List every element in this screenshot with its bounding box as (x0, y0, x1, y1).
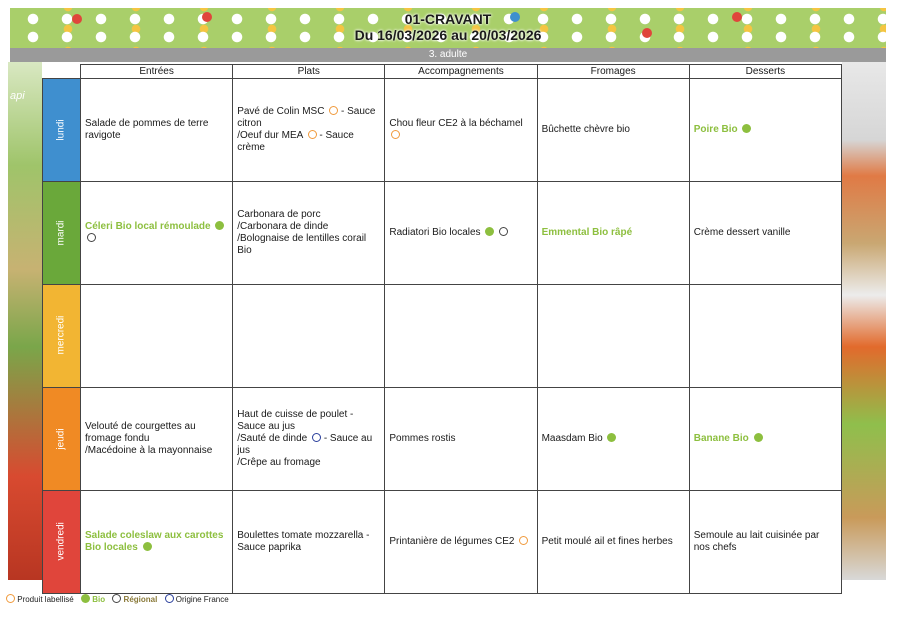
label-icon (519, 536, 528, 545)
dish-text: /Sauté de dinde (237, 433, 308, 444)
bio-icon (754, 433, 763, 442)
cell-mercredi-desserts (689, 285, 841, 388)
france-origin-icon (312, 433, 321, 442)
day-label-vendredi (43, 491, 81, 594)
dish-text: Haut de cuisse de poulet - Sauce au jus (237, 409, 354, 432)
cell-mercredi-fromages (537, 285, 689, 388)
corner-cell (43, 65, 81, 79)
cell-mercredi-plats (233, 285, 385, 388)
label-icon (329, 106, 338, 115)
legend-origine: Origine France (175, 595, 229, 604)
cell-vendredi-accompagnements (385, 491, 537, 594)
dish-text: Emmental Bio râpé (541, 227, 633, 238)
dish-text: /Macédoine à la mayonnaise (85, 445, 213, 456)
cell-jeudi-accompagnements: Pommes rostis (385, 388, 537, 491)
cell-mercredi-accompagnements (385, 285, 537, 388)
cell-mardi-accompagnements (385, 182, 537, 285)
legend-bio: Bio (92, 595, 106, 604)
dish-text: /Bolognaise de lentilles corail Bio (237, 233, 367, 256)
bio-icon (215, 221, 224, 230)
dish-text: Maasdam Bio (541, 433, 603, 444)
decor-text: api (10, 90, 25, 102)
regional-icon (87, 233, 96, 242)
dish-text: /Carbonara de dinde (237, 221, 329, 232)
dish-line (237, 130, 380, 154)
cell-jeudi-entrees (81, 388, 233, 491)
left-decoration (8, 62, 42, 580)
dish-text: Chou fleur CE2 à la béchamel (389, 118, 523, 129)
cell-mardi-entrees (81, 182, 233, 285)
day-label-lundi (43, 79, 81, 182)
cell-jeudi-desserts (689, 388, 841, 491)
cell-lundi-accompagnements (385, 79, 537, 182)
day-text: vendredi (55, 522, 67, 561)
date-end: 20/03/2026 (471, 27, 542, 43)
column-header-plats: Plats (233, 65, 385, 79)
dish-text: Carbonara de porc (237, 209, 321, 220)
cell-lundi-entrees: Salade de pommes de terre ravigote (81, 79, 233, 182)
regional-icon (499, 227, 508, 236)
dish-text: /Crêpe au fromage (237, 457, 321, 468)
dish-text: - Sauce au jus (237, 433, 373, 456)
bio-icon (485, 227, 494, 236)
column-header-accompagnements: Accompagnements (385, 65, 537, 79)
france-origin-icon (165, 594, 174, 603)
legend-regional: Régional (123, 595, 158, 604)
dish-text: Salade coleslaw aux carottes Bio locales (85, 530, 224, 553)
subtitle-bar: 3. adulte (10, 48, 886, 62)
header-row (43, 65, 842, 79)
dish-text: Radiatori Bio locales (389, 227, 481, 238)
date-prefix: Du (354, 27, 374, 43)
bio-icon (607, 433, 616, 442)
cell-mardi-desserts: Crème dessert vanille (689, 182, 841, 285)
regional-icon (112, 594, 121, 603)
day-label-mardi (43, 182, 81, 285)
column-header-fromages: Fromages (537, 65, 689, 79)
menu-table (42, 64, 842, 594)
cell-jeudi-plats (233, 388, 385, 491)
dish-text: - Sauce crème (237, 130, 354, 153)
day-label-mercredi (43, 285, 81, 388)
cell-lundi-desserts (689, 79, 841, 182)
dish-text: Poire Bio (693, 124, 738, 135)
bio-icon (143, 542, 152, 551)
day-label-jeudi (43, 388, 81, 491)
page-title: 01-CRAVANT (404, 11, 492, 27)
label-icon (391, 130, 400, 139)
table-row-mercredi (43, 285, 842, 388)
table-row-jeudi (43, 388, 842, 491)
dish-text: Pavé de Colin MSC (237, 106, 325, 117)
dish-text: Banane Bio (693, 433, 749, 444)
day-text: jeudi (55, 428, 67, 450)
bio-icon (742, 124, 751, 133)
date-connector: au (451, 27, 468, 43)
date-range (10, 27, 886, 43)
cell-vendredi-entrees (81, 491, 233, 594)
date-start: 16/03/2026 (377, 27, 448, 43)
cell-mardi-fromages (537, 182, 689, 285)
dish-text: /Oeuf dur MEA (237, 130, 303, 141)
day-text: lundi (55, 119, 67, 141)
header-banner (10, 8, 886, 49)
dish-text: Velouté de courgettes au fromage fondu (85, 421, 196, 444)
legend-labellise: Produit labellisé (17, 595, 74, 604)
legend (4, 594, 232, 604)
cell-vendredi-fromages: Petit moulé ail et fines herbes (537, 491, 689, 594)
dish-line (237, 106, 380, 130)
dish-text: Printanière de légumes CE2 (389, 536, 515, 547)
column-header-desserts: Desserts (689, 65, 841, 79)
cell-lundi-plats (233, 79, 385, 182)
cell-mardi-plats (233, 182, 385, 285)
table-row-lundi (43, 79, 842, 182)
cell-vendredi-desserts: Semoule au lait cuisinée par nos chefs (689, 491, 841, 594)
cell-mercredi-entrees (81, 285, 233, 388)
table-row-vendredi (43, 491, 842, 594)
dish-line (237, 433, 380, 457)
label-icon (308, 130, 317, 139)
table-row-mardi (43, 182, 842, 285)
dish-text: - Sauce citron (237, 106, 376, 129)
right-decoration (842, 62, 886, 580)
cell-lundi-fromages: Bûchette chèvre bio (537, 79, 689, 182)
label-icon (6, 594, 15, 603)
dish-text: Céleri Bio local rémoulade (85, 221, 211, 232)
bio-icon (81, 594, 90, 603)
cell-jeudi-fromages (537, 388, 689, 491)
day-text: mercredi (55, 315, 67, 355)
column-header-entrees: Entrées (81, 65, 233, 79)
day-text: mardi (55, 220, 67, 246)
cell-vendredi-plats: Boulettes tomate mozzarella - Sauce paprika (233, 491, 385, 594)
